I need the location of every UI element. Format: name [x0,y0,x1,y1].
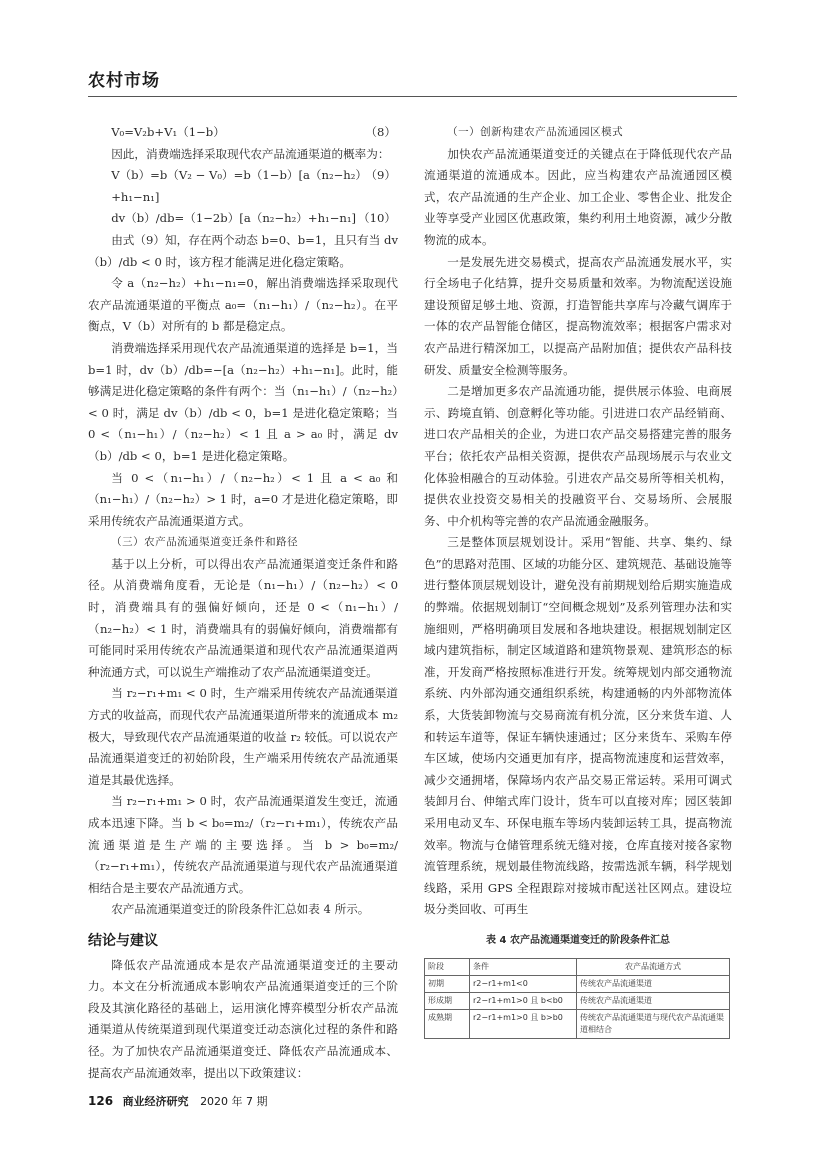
stage-conditions-table [424,958,730,1039]
table-cell: 初期 [425,975,470,992]
paragraph: 加快农产品流通渠道变迁的关键点在于降低现代农产品流通渠道的流通成本。因此，应当构建农产品流通园区模式，农产品流通的生产企业、加工企业、零售企业、批发企业等享受产业园区优惠政策，集约利用土地资源，减少分散物流的成本。 [424,146,732,247]
table-cell: r2−r1+m1>0 且 b>b0 [470,1009,577,1038]
table-cell: 传统农产品流通渠道 [577,975,730,992]
equation-9-text: V（b）=b（V₂ − V₀）=b（1−b）[a（n₂−h₂）+h₁−n₁] [111,168,362,204]
journal-name: 商业经济研究 [122,1095,189,1108]
paragraph: 二是增加更多农产品流通功能，提供展示体验、电商展示、跨境直销、创意孵化等功能。引进进口农产品经销商、进口农产品相关的企业，为进口农产品交易搭建完善的服务平台；依托农产品相关资源，提供农产品现场展示与农业文化体验相融合的互动体验。引进农产品交易所等相关机构，提供农业投资交易相关的投融资平台、交易场所、会展服务、中介机构等完善的农产品流通金融服务。 [424,384,732,528]
equation-8-number: （8） [365,125,396,139]
header-divider [88,96,737,97]
paragraph: 由式（9）知，存在两个动态 b=0、b=1，且只有当 dv（b）/db < 0 时，该方程才能满足进化稳定策略。 [88,232,398,269]
paragraph: 令 a（n₂−h₂）+h₁−n₁=0，解出消费端选择采取现代农产品流通渠道的平衡点 a₀=（n₁−h₁）/（n₂−h₂）。在平衡点，V（b）对所有的 b 都是稳定点。 [88,276,398,334]
equation-8-text: V₀=V₂b+V₁（1−b） [111,125,225,139]
table-row [425,1009,730,1038]
equation-9 [88,165,398,208]
table-row [425,975,730,992]
equation-10-number: （10） [358,211,396,226]
table-cell: 成熟期 [425,1009,470,1038]
table-header-cell: 阶段 [425,958,470,975]
equation-9-number: （9） [365,168,396,183]
table-header-cell: 条件 [470,958,577,975]
subsection-heading-1: （一）创新构建农产品流通园区模式 [447,126,624,138]
equation-10 [88,208,398,230]
equation-10-text: dv（b）/db=（1−2b）[a（n₂−h₂）+h₁−n₁] [111,211,357,226]
table-cell: 传统农产品流通渠道 [577,992,730,1009]
paragraph: 当 r₂−r₁+m₁ > 0 时，农产品流通渠道发生变迁，流通成本迅速下降。当 b < b₀=m₂/（r₂−r₁+m₁），传统农产品流通渠道是生产端的主要选择。当 b > b₀=m₂/（r₂−r₁+m₁），传统农产品流通渠道与现代农产品流通渠道相结合是主要农产品流通方式。 [88,794,398,895]
equation-8 [88,122,398,144]
right-column [424,122,732,1039]
table-cell: 形成期 [425,992,470,1009]
table-cell: r2−r1+m1>0 且 b<b0 [470,992,577,1009]
paragraph: 降低农产品流通成本是农产品流通渠道变迁的主要动力。本文在分析流通成本影响农产品流通渠道变迁的三个阶段及其演化路径的基础上，运用演化博弈模型分析农产品流通渠道从传统渠道到现代渠道变迁动态演化过程的条件和路径。为了加快农产品流通渠道变迁、降低农产品流通成本、提高农产品流通效率，提出以下政策建议： [88,957,398,1080]
page-footer [88,1093,268,1109]
paragraph: 一是发展先进交易模式，提高农产品流通发展水平，实行全场电子化结算，提升交易质量和效率。为物流配送设施建设预留足够土地、资源，打造智能共享库与冷藏气调库于一体的农产品智能仓储区，提高物流效率；根据客户需求对农产品进行精深加工，以提高产品附加值；提供农产品科技研发、质量安全检测等服务。 [424,254,732,377]
paragraph: 基于以上分析，可以得出农产品流通渠道变迁条件和路径。从消费端角度看，无论是（n₁−h₁）/（n₂−h₂）< 0 时，消费端具有的强偏好倾向，还是 0 <（n₁−h₁）/（n₂−h₂）< 1 时，消费端具有的弱偏好倾向，消费端都有可能同时采用传统农产品流通渠道和现代农产品流通渠道两种流通方式，可以说生产端推动了农产品流通渠道变迁。 [88,556,398,679]
subsection-heading-3: （三）农产品流通渠道变迁条件和路径 [111,536,299,549]
table-header-cell: 农产品流通方式 [577,958,730,975]
paragraph: 当 r₂−r₁+m₁ < 0 时，生产端采用传统农产品流通渠道方式的收益高，而现代农产品流通渠道所带来的流通成本 m₂ 极大，导致现代农产品流通渠道的收益 r₂ 较低。可以说农产品流通渠道变迁的初始阶段，生产端采用传统农产品流通渠道是其最优选择。 [88,686,398,787]
issue-info: 2020 年 7 期 [200,1095,268,1108]
paragraph: 农产品流通渠道变迁的阶段条件汇总如表 4 所示。 [111,902,370,917]
table-header-row [425,958,730,975]
paragraph: 当 0 <（n₁−h₁）/（n₂−h₂）< 1 且 a < a₀ 和（n₁−h₁）/（n₂−h₂）> 1 时，a=0 才是进化稳定策略，即采用传统农产品流通渠道方式。 [88,470,398,528]
paragraph: 因此，消费端选择采取现代农产品流通渠道的概率为： [111,146,390,161]
journal-section-title: 农村市场 [88,71,160,91]
table-title: 表 4 农产品流通渠道变迁的阶段条件汇总 [486,934,670,946]
paragraph: 消费端选择采用现代农产品流通渠道的选择是 b=1，当 b=1 时，dv（b）/db=−[a（n₂−h₂）+h₁−n₁]。此时，能够满足进化稳定策略的条件有两个：当（n₁−h₁）/（n₂−h₂）< 0 时，满足 dv（b）/db < 0，b=1 是进化稳定策略；当 0 <（n₁−h₁）/（n₂−h₂）< 1 且 a > a₀ 时，满足 dv（b）/db < 0，b=1 是进化稳定策略。 [88,340,398,463]
section-heading-conclusion: 结论与建议 [88,932,158,949]
page-number: 126 [88,1094,114,1108]
left-column [88,122,398,1084]
paragraph: 三是整体顶层规划设计。采用“智能、共享、集约、绿色”的思路对范围、区域的功能分区、建筑规范、基础设施等进行整体顶层规划设计，避免没有前期规划给后期实施造成的弊端。依据规划制订“空间概念规划”及系列管理办法和实施细则，严格明确项目发展和各地块建设。根据规划制定区域内建筑指标，制定区域道路和建筑物景观、建筑形态的标准，开发商严格按照标准进行开发。统筹规划内部交通物流系统、内外部沟通交通组织系统，构建通畅的内外部物流体系，大货装卸物流与交易商流有机分流，区分来货车道、人和转运车道等，保证车辆快速通过；区分来货车、采购车停车区域，使场内交通更加有序，提高物流速度和运营效率，减少交通拥堵，保障场内农产品交易正常运转。采用可调式装卸月台、伸缩式库门设计，货车可以直接对库；园区装卸采用电动叉车、环保电瓶车等场内装卸运转工具，提高物流效率。物流与仓储管理系统无缝对接，仓库直接对接各家物流管理系统，规划最佳物流线路，按需选派车辆，科学规划线路，采用 GPS 全程跟踪对接城市配送社区网点。建设垃圾分类回收、可再生 [424,535,732,917]
table-row [425,992,730,1009]
table-cell: r2−r1+m1<0 [470,975,577,992]
table-cell: 传统农产品流通渠道与现代农产品流通渠道相结合 [577,1009,730,1038]
